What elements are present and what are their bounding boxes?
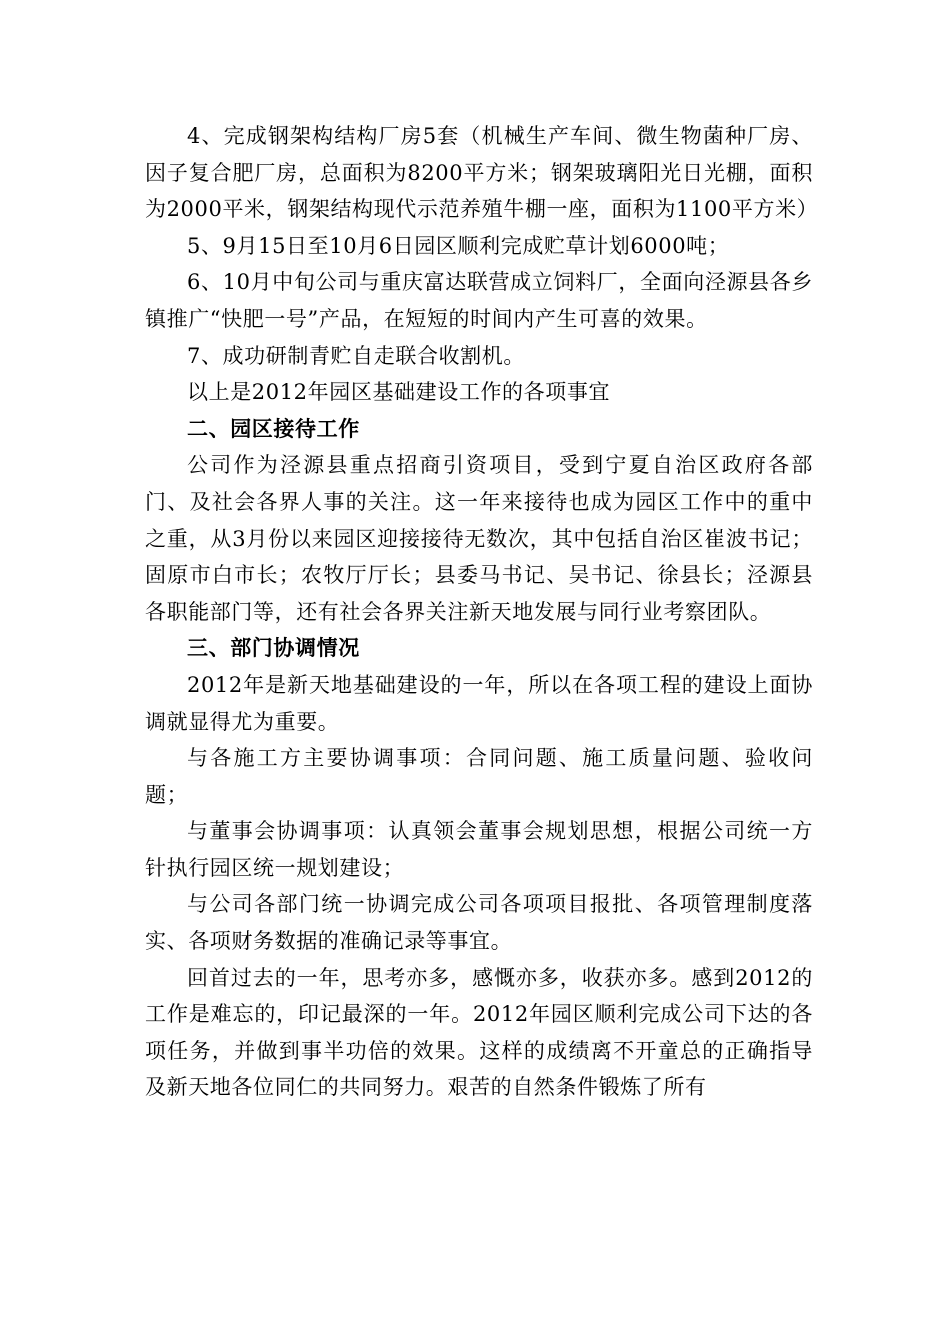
paragraph-coordination-intro: 2012年是新天地基础建设的一年，所以在各项工程的建设上面协调就显得尤为重要。 bbox=[145, 672, 813, 734]
paragraph-item-6: 6、10月中旬公司与重庆富达联营成立饲料厂，全面向泾源县各乡镇推广“快肥一号”产品，在短短的时间内产生可喜的效果。 bbox=[145, 270, 813, 331]
document-page bbox=[145, 118, 819, 1106]
section-heading-coordination: 三、部门协调情况 bbox=[187, 635, 360, 661]
paragraph-item-5: 5、9月15日至10月6日园区顺利完成贮草计划6000吨； bbox=[187, 233, 730, 258]
paragraph-coordination-contractors: 与各施工方主要协调事项：合同问题、施工质量问题、验收问题； bbox=[145, 746, 813, 807]
paragraph-coordination-departments: 与公司各部门统一协调完成公司各项项目报批、各项管理制度落实、各项财务数据的准确记录等事宜。 bbox=[145, 892, 813, 954]
paragraph-review: 回首过去的一年，思考亦多，感慨亦多，收获亦多。感到2012的工作是难忘的，印记最深的一年。2012年园区顺利完成公司下达的各项任务，并做到事半功倍的效果。这样的成绩离不开童总的正确指导及新天地各位同仁的共同努力。艰苦的自然条件锻炼了所有 bbox=[145, 965, 813, 1100]
paragraph-item-4: 4、完成钢架构结构厂房5套（机械生产车间、微生物菌种厂房、因子复合肥厂房，总面积为8200平方米；钢架玻璃阳光日光棚，面积为2000平米，钢架结构现代示范养殖牛棚一座，面积为1100平方米） bbox=[145, 124, 819, 222]
paragraph-item-7: 7、成功研制青贮自走联合收割机。 bbox=[187, 343, 525, 368]
paragraph-reception: 公司作为泾源县重点招商引资项目，受到宁夏自治区政府各部门、及社会各界人事的关注。这一年来接待也成为园区工作中的重中之重，从3月份以来园区迎接接待无数次，其中包括自治区崔波书记；固原市白市长；农牧厅厅长；县委马书记、吴书记、徐县长；泾源县各职能部门等，还有社会各界关注新天地发展与同行业考察团队。 bbox=[145, 453, 813, 624]
section-heading-reception: 二、园区接待工作 bbox=[187, 415, 360, 441]
paragraph-coordination-board: 与董事会协调事项：认真领会董事会规划思想，根据公司统一方针执行园区统一规划建设； bbox=[145, 819, 813, 880]
paragraph-summary: 以上是2012年园区基础建设工作的各项事宜 bbox=[187, 380, 611, 405]
